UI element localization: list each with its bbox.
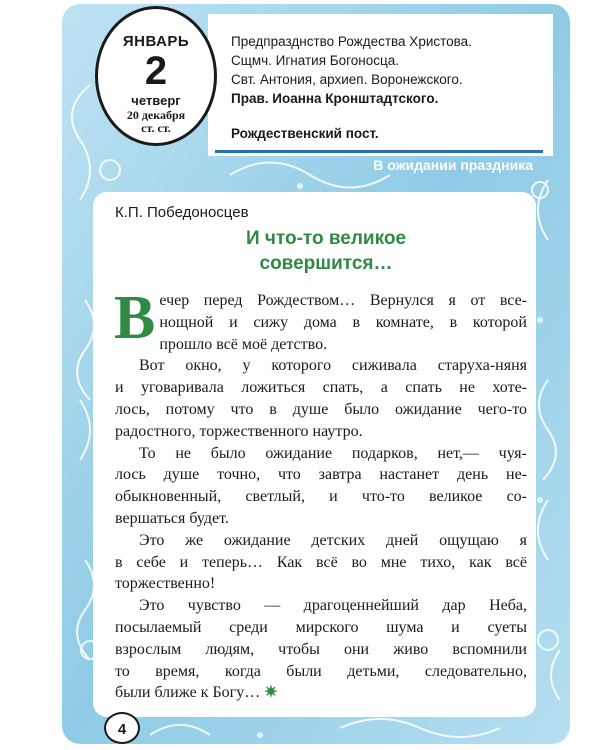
title-line: И что-то великое <box>245 228 407 249</box>
saint-line-bold: Прав. Иоанна Кронштадтского. <box>231 91 439 106</box>
text-line: Вот окно, у которого сиживала старуха-няня <box>139 357 527 375</box>
badge-day: 2 <box>144 49 168 93</box>
text-line: прошло всё моё детство. <box>159 335 328 353</box>
text-line: вершаться будет. <box>115 509 229 527</box>
page-number: 4 <box>104 712 140 744</box>
text-line-last <box>115 682 527 704</box>
text-line: нощной и сижу дома в комнате, в которой <box>159 313 527 331</box>
end-star-icon: ✷ <box>264 684 278 702</box>
text-line: то время, когда были детьми, следовательно, <box>115 662 527 680</box>
saints-list <box>231 32 531 108</box>
old-style-label: ст. ст. <box>141 121 171 135</box>
article-body <box>114 284 527 704</box>
badge-weekday: четверг <box>131 93 181 108</box>
text-line: взрослым людям, чтобы они живо вспомнили <box>115 640 527 658</box>
article-title <box>120 226 532 276</box>
text-fragment: были ближе к Богу… <box>115 684 261 702</box>
section-band <box>215 150 543 179</box>
title-line: совершится… <box>259 253 393 274</box>
text-line: в себе и теперь… Как всё во мне тихо, как всё <box>115 553 527 571</box>
section-title: В ожидании праздника <box>373 157 533 173</box>
text-line: радостного, торжественного наутро. <box>115 422 363 440</box>
text-line: обыкновенный, светлый, и что-то великое со- <box>115 488 527 506</box>
text-line: посылаемый среди мирского шума и суеты <box>115 618 527 636</box>
text-line: лось душе точно, что завтра настанет день не- <box>115 466 527 484</box>
text-line: Это же ожидание детских дней ощущаю я <box>139 531 527 549</box>
saint-line: Предпразднство Рождества Христова. <box>231 34 472 49</box>
fast-label: Рождественский пост. <box>231 126 379 141</box>
article-author: К.П. Победоносцев <box>115 204 249 221</box>
text-line: ечер перед Рождеством… Вернулся я от все- <box>159 292 527 309</box>
drop-cap: В <box>114 284 156 352</box>
text-line: То не было ожидание подарков, нет,— чуя- <box>139 444 527 462</box>
saint-line: Свт. Антония, архиеп. Воронежского. <box>231 72 463 87</box>
text-line: Это чувство — драгоценнейший дар Неба, <box>139 597 527 615</box>
saint-line: Сщмч. Игнатия Богоносца. <box>231 53 399 68</box>
badge-month: ЯНВАРЬ <box>122 33 190 50</box>
old-style-date: 20 декабря <box>126 108 186 122</box>
text-line: торжественно! <box>115 575 216 593</box>
text-line: лось, потому что в душе было ожидание чего-то <box>115 400 527 418</box>
text-line: и уговаривала ложиться спать, а спать не хоте- <box>115 379 527 397</box>
badge-old-style <box>98 109 214 135</box>
date-badge <box>95 6 217 146</box>
